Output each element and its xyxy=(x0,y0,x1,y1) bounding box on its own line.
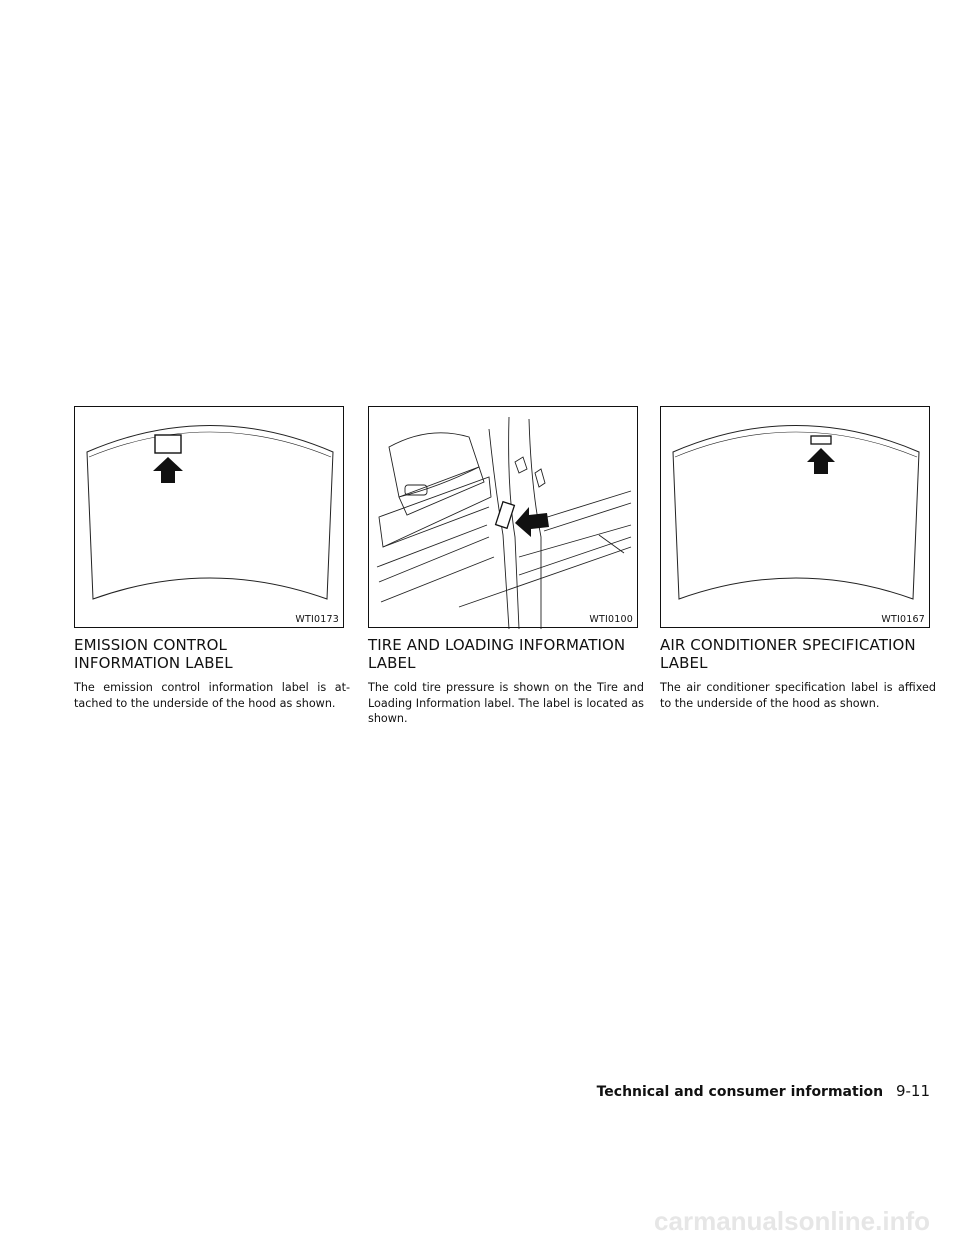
section-tire-loading xyxy=(368,406,644,727)
section-air-conditioner xyxy=(660,406,936,711)
section-body: The emission control information label is at-tached to the underside of the hood as shown. xyxy=(74,681,350,710)
page-footer xyxy=(597,1082,930,1100)
door-pillar-diagram xyxy=(369,407,639,629)
door-pillar-illustration xyxy=(368,406,638,628)
figure-code: WTI0173 xyxy=(295,614,339,625)
label-marker-icon xyxy=(155,435,181,453)
hood-diagram xyxy=(661,407,931,629)
section-heading: EMISSION CONTROL INFORMATION LABEL xyxy=(74,636,233,672)
label-marker-icon xyxy=(811,436,831,444)
arrow-up-icon xyxy=(153,457,183,483)
watermark-logo xyxy=(0,1200,960,1242)
section-heading: AIR CONDITIONER SPECIFICATION LABEL xyxy=(660,636,916,672)
hood-illustration-emission xyxy=(74,406,344,628)
arrow-left-icon xyxy=(515,507,549,537)
figure-code: WTI0167 xyxy=(881,614,925,625)
figure-code: WTI0100 xyxy=(589,614,633,625)
arrow-up-icon xyxy=(807,448,835,474)
section-body: The cold tire pressure is shown on the Tire and Loading Information label. The label is located as shown. xyxy=(368,681,644,725)
page-number: 9-11 xyxy=(895,1082,930,1100)
section-heading: TIRE AND LOADING INFORMATION LABEL xyxy=(368,636,626,672)
section-body: The air conditioner specification label is affixed to the underside of the hood as shown. xyxy=(660,681,936,710)
watermark xyxy=(0,1200,960,1242)
svg-text:carmanualsonline.info: carmanualsonline.info xyxy=(654,1206,930,1236)
hood-illustration-ac xyxy=(660,406,930,628)
footer-section-title: Technical and consumer information xyxy=(596,1084,884,1100)
section-emission-control xyxy=(74,406,350,711)
hood-diagram xyxy=(75,407,345,629)
